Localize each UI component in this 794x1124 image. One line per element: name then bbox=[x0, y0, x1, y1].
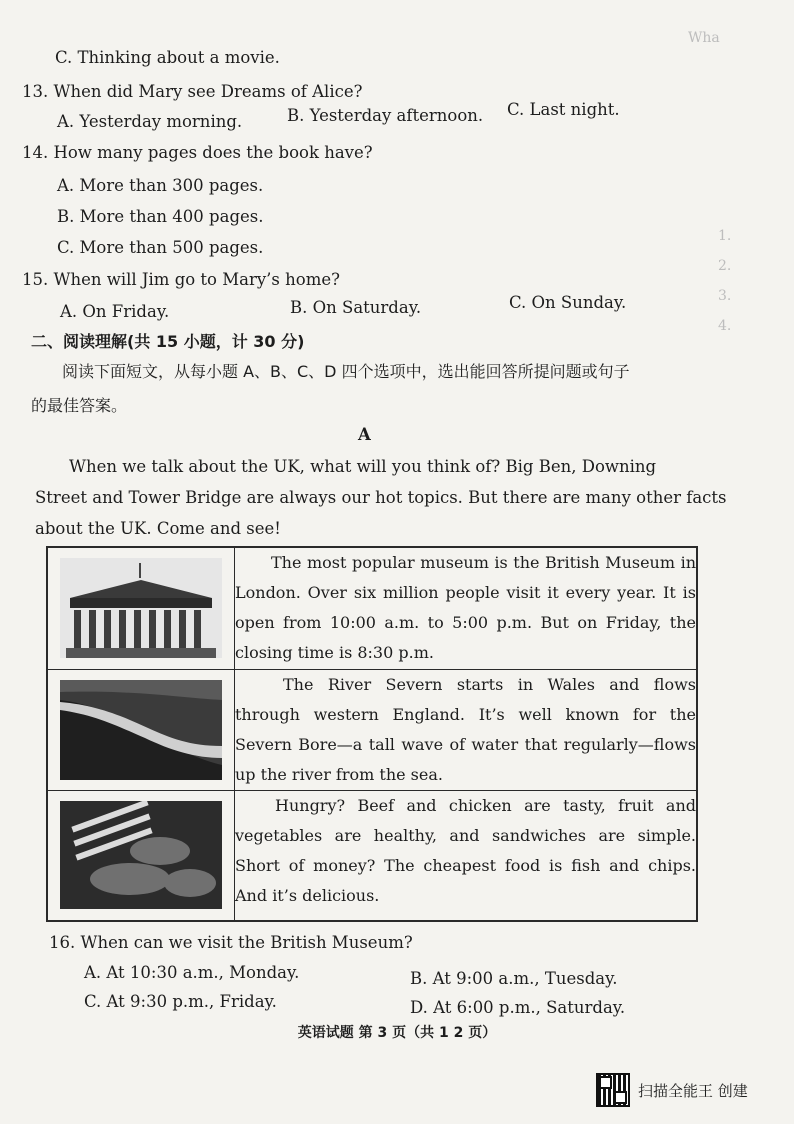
q13-stem: 13. When did Mary see Dreams of Alice? bbox=[22, 82, 363, 101]
bleed-through-mark: 1. bbox=[718, 228, 732, 244]
fact-text: The most popular museum is the British Museum in London. Over six million people visit it every year. It is open from 10:00 a.m. to 5:00 p.m. But on Friday, the closing time is 8:30 p.m. bbox=[235, 547, 698, 669]
passage-intro-line2: Street and Tower Bridge are always our hot topics. But there are many other facts bbox=[35, 488, 727, 507]
q16-option-a: A. At 10:30 a.m., Monday. bbox=[84, 963, 300, 982]
q13-option-b: B. Yesterday afternoon. bbox=[287, 106, 484, 125]
bleed-through-mark: 2. bbox=[718, 258, 732, 274]
q14-option-a: A. More than 300 pages. bbox=[57, 176, 264, 195]
british-museum-photo bbox=[60, 558, 222, 658]
q12-option-c: C. Thinking about a movie. bbox=[55, 48, 280, 67]
page-footer: 英语试题 第 3 页（共 1 2 页） bbox=[297, 1025, 497, 1041]
qr-code-icon bbox=[596, 1073, 630, 1107]
table-row bbox=[47, 791, 697, 921]
q14-option-c: C. More than 500 pages. bbox=[57, 238, 264, 257]
passage-intro-line1: When we talk about the UK, what will you think of? Big Ben, Downing bbox=[69, 457, 657, 476]
scanner-label: 扫描全能王 创建 bbox=[638, 1081, 748, 1100]
q16-option-d: D. At 6:00 p.m., Saturday. bbox=[410, 998, 626, 1017]
uk-facts-table bbox=[46, 546, 698, 922]
q14-stem: 14. How many pages does the book have? bbox=[22, 143, 373, 162]
table-row bbox=[47, 669, 697, 791]
q16-option-c: C. At 9:30 p.m., Friday. bbox=[84, 992, 277, 1011]
q14-option-b: B. More than 400 pages. bbox=[57, 207, 264, 226]
q16-stem: 16. When can we visit the British Museum? bbox=[49, 933, 413, 952]
q13-option-a: A. Yesterday morning. bbox=[57, 112, 243, 131]
q15-option-c: C. On Sunday. bbox=[509, 293, 627, 312]
bleed-through-mark: 3. bbox=[718, 288, 732, 304]
q13-option-c: C. Last night. bbox=[507, 100, 620, 119]
section-instruction-line2: 的最佳答案。 bbox=[31, 396, 128, 415]
q15-option-b: B. On Saturday. bbox=[290, 298, 422, 317]
fish-and-chips-photo bbox=[60, 801, 222, 909]
bleed-through-mark: Wha bbox=[688, 30, 720, 46]
section-heading: 二、阅读理解(共 15 小题，计 30 分) bbox=[31, 332, 305, 351]
q15-option-a: A. On Friday. bbox=[60, 302, 170, 321]
fact-text: Hungry? Beef and chicken are tasty, fruit and vegetables are healthy, and sandwiches are simple. Short of money? The cheapest food is fish and chips. And it’s delicious. bbox=[235, 791, 698, 921]
q15-stem: 15. When will Jim go to Mary’s home? bbox=[22, 270, 340, 289]
passage-intro-line3: about the UK. Come and see! bbox=[35, 519, 281, 538]
river-severn-photo bbox=[60, 680, 222, 780]
bleed-through-mark: 4. bbox=[718, 318, 732, 334]
scanner-watermark bbox=[596, 1073, 748, 1107]
table-row bbox=[47, 547, 697, 669]
fact-text: The River Severn starts in Wales and flows through western England. It’s well known for the Severn Bore—a tall wave of water that regularly—flows up the river from the sea. bbox=[235, 669, 698, 791]
passage-label: A bbox=[358, 425, 371, 444]
q16-option-b: B. At 9:00 a.m., Tuesday. bbox=[410, 969, 618, 988]
section-instruction-line1: 阅读下面短文，从每小题 A、B、C、D 四个选项中，选出能回答所提问题或句子 bbox=[62, 362, 630, 381]
